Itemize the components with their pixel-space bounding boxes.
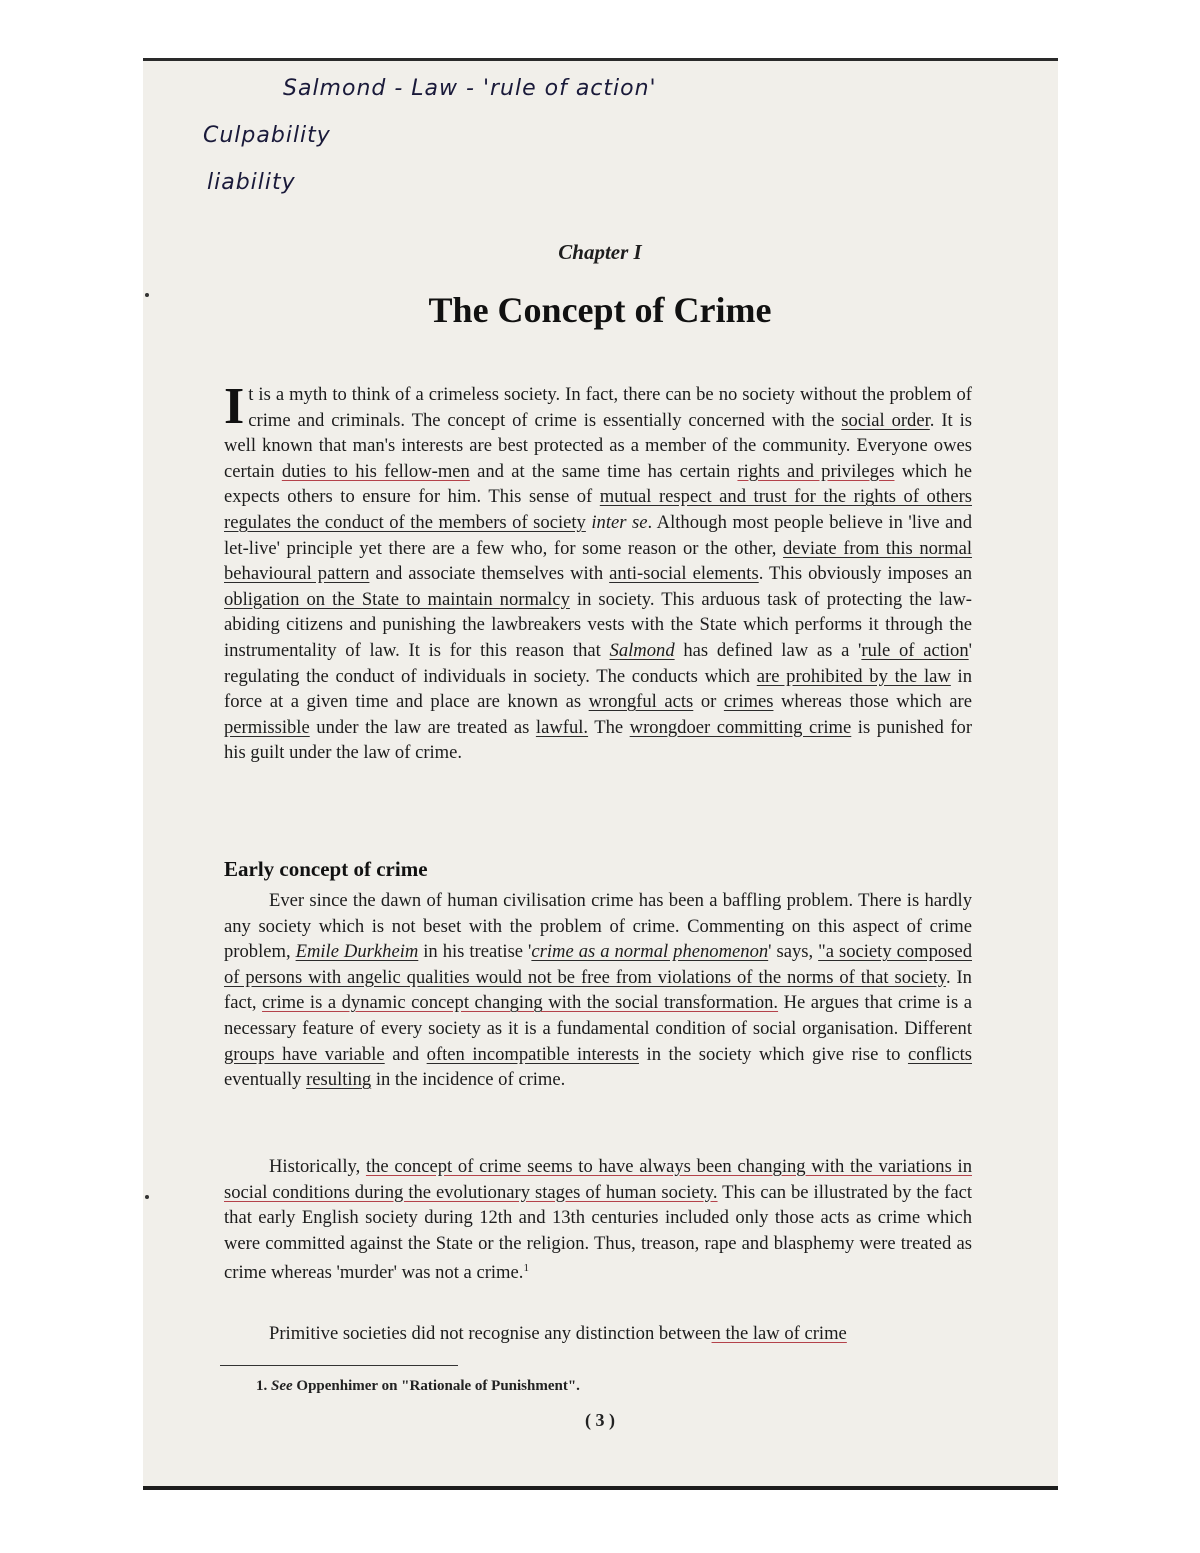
underline: groups have variable — [224, 1043, 385, 1065]
underline: lawful. — [535, 716, 589, 738]
text: . This obviously imposes an — [758, 563, 973, 585]
footnote-divider — [220, 1365, 458, 1366]
italic-text: See — [271, 1378, 293, 1394]
text: and — [384, 1043, 427, 1065]
text: He argues that crime is a necessary feature of every society as it is a fundamental condition of social organisation. Different — [224, 992, 972, 1039]
underline — [610, 640, 675, 661]
text: has defined law as a ' — [674, 639, 862, 661]
underline — [531, 941, 768, 962]
text: This can be illustrated by the fact that early English society during 12th and 13th centuries included only those acts as crime which were committed against the State or the religion. Thus, treason, rape and blasphemy were treated as crime whereas 'murder' was not a crime. — [224, 1181, 972, 1284]
underline: mutual respect and trust for the rights of others regulates the conduct of the members of society — [224, 486, 972, 533]
page-number: ( 3 ) — [585, 1410, 615, 1430]
text: Ever since the dawn of human civilisation crime has been a baffling problem. There is hardly any society which is not beset with the problem of crime. Commenting on this aspect of crime problem, — [224, 890, 972, 963]
footnote — [256, 1378, 580, 1395]
margin-mark — [145, 1195, 149, 1199]
text: t is a myth to think of a crimeless society. In fact, there can be no society without the problem of crime and criminals. The concept of crime is essentially concerned with the — [248, 384, 972, 431]
underline: social order — [841, 409, 930, 431]
underline: rights and privileges — [737, 460, 895, 482]
handwritten-note-culpability: Culpability — [203, 123, 331, 148]
underline — [296, 941, 419, 962]
handwritten-note-liability: liability — [207, 170, 296, 195]
text: in society. This arduous task of protecting the law-abiding citizens and punishing the lawbreakers vests with the State which performs it through the instrumentality of law. It is for this reason that — [224, 588, 972, 661]
underline: anti-social elements — [609, 563, 759, 585]
underline: duties to his fellow-men — [281, 460, 470, 482]
italic-text: Emile Durkheim — [295, 941, 419, 963]
italic-text: crime as a normal phenomenon — [531, 941, 769, 963]
footnote-number: 1. — [256, 1378, 268, 1394]
paragraph-2 — [224, 888, 972, 1093]
text: which he expects others to ensure for him. This sense of — [224, 460, 972, 508]
underline: the concept of crime seems to have always been changing with the variations in social conditions during the evolutionary stages of human society. — [224, 1156, 972, 1203]
underline: n the law of crime — [711, 1323, 847, 1344]
underline: deviate from this normal behavioural pattern — [224, 537, 973, 585]
text: whereas those which are — [773, 691, 972, 713]
text: under the law are treated as — [309, 716, 536, 738]
underline: wrongdoer committing crime — [629, 716, 852, 738]
text: in force at a given time and place are known as — [224, 665, 972, 713]
underline: resulting — [306, 1069, 372, 1091]
underline: wrongful acts — [588, 691, 694, 713]
drop-cap: I — [224, 378, 245, 435]
text: eventually — [224, 1069, 307, 1091]
italic-text: Salmond — [609, 639, 675, 661]
underline: conflicts — [907, 1043, 972, 1065]
underline: crime is a dynamic concept changing with the social transformation. — [262, 992, 779, 1014]
text: in his treatise ' — [418, 941, 532, 963]
underline: rule of action — [861, 639, 969, 661]
underline: often incompatible interests — [426, 1043, 639, 1065]
text: is punished for his guilt under the law of crime. — [224, 716, 973, 764]
underline: "a society composed of persons with angelic qualities would not be free from violations of the norms of that society — [224, 941, 972, 988]
underline: permissible — [224, 716, 310, 738]
text: Historically, — [269, 1156, 366, 1177]
underline: are prohibited by the law — [756, 665, 951, 687]
text: . It is well known that man's interests are best protected as a member of the community. Everyone owes certain — [224, 409, 972, 482]
underline: crimes — [723, 691, 774, 713]
handwritten-note-salmond: Salmond - Law - 'rule of action' — [283, 76, 657, 101]
section-heading: Early concept of crime — [224, 857, 428, 881]
underline: obligation on the State to maintain normalcy — [224, 588, 570, 610]
footnote-text: Oppenhimer on "Rationale of Punishment". — [292, 1378, 580, 1394]
text: Primitive societies did not recognise any distinction betwee — [269, 1323, 712, 1344]
text: The — [588, 716, 630, 738]
text: . Although most people believe in 'live and let-live' principle yet there are a few who, for some reason or the other, — [224, 511, 972, 559]
footnote-ref: 1 — [523, 1262, 529, 1275]
page-title: The Concept of Crime — [428, 290, 772, 330]
text: in the society which give rise to — [638, 1043, 908, 1065]
text: in the incidence of crime. — [371, 1069, 566, 1091]
chapter-label: Chapter I — [558, 240, 642, 264]
text: ' says, — [768, 941, 819, 963]
paragraph-4 — [224, 1321, 972, 1347]
paragraph-1 — [224, 378, 973, 766]
text: or — [693, 691, 724, 713]
text: ' regulating the conduct of individuals in society. The conducts which — [224, 639, 973, 687]
italic-text: inter se — [591, 511, 648, 533]
text: and associate themselves with — [369, 563, 610, 585]
paragraph-3 — [224, 1154, 972, 1286]
text: . In fact, — [224, 966, 972, 1014]
text: and at the same time has certain — [469, 460, 738, 482]
